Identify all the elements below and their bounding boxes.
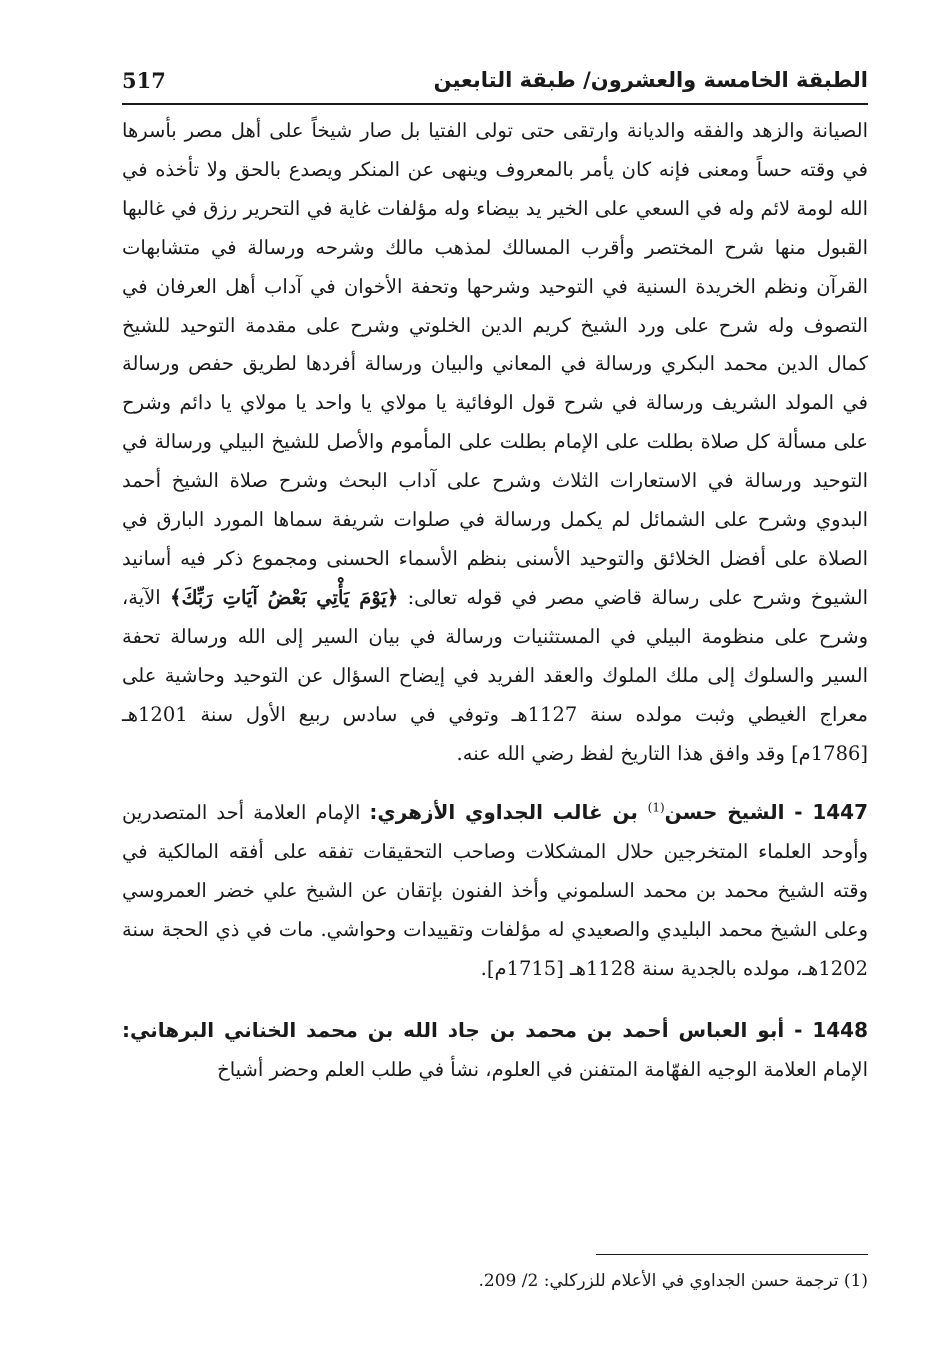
main-text [122,112,868,1090]
page-number: 517 [122,68,166,93]
header-rule [122,103,868,105]
footnote: (1) ترجمة حسن الجداوي في الأعلام للزركلي: 2/ 209. [478,1271,868,1291]
footnote-ref[interactable]: (1) [647,800,665,815]
intro-paragraph [122,112,868,773]
quran-quote: ﴿يَوْمَ يَأْتِي بَعْضُ آيَاتِ رَبِّكَ﴾ [170,585,399,609]
footnote-rule [596,1254,868,1255]
entry-1447-text: الإمام العلامة أحد المتصدرين وأوحد العلماء المتخرجين حلال المشكلات وصاحب التحقيقات تفقه على أفقه المالكية في وقته الشيخ محمد بن محمد السلموني وأخذ الفنون بإتقان عن الشيخ علي خضر العمروسي وعلى الشيخ محمد البليدي والصعيدي له مؤلفات وتقييدات وحواشي. مات في ذي الحجة سنة 1202هـ، مولده بالجدية سنة 1128هـ [1715م]. [122,801,868,981]
intro-paragraph-end: الآية، وشرح على منظومة البيلي في المستثنيات ورسالة في بيان السير إلى الله ورسالة تحفة السير والسلوك إلى ملك الملوك والعقد الفريد في إيضاح السؤال عن التوحيد وحاشية على معراج الغيطي وثبت مولده سنة 1127هـ وتوفي في سادس ربيع الأول سنة 1201هـ [1786م] وقد وافق هذا التاريخ لفظ رضي الله عنه. [122,585,868,765]
running-header [122,66,868,106]
running-title: الطبقة الخامسة والعشرون/ طبقة التابعين [433,68,868,92]
entry-1448-text: الإمام العلامة الوجيه الفهّامة المتفنن في العلوم، نشأ في طلب العلم وحضر أشياخ [217,1057,868,1081]
entry-1447-head-end: بن غالب الجداوي الأزهري: [369,800,648,825]
entry-1447 [122,793,868,989]
entry-1448 [122,1011,868,1090]
entry-1447-head: 1447 - الشيخ حسن [664,800,869,825]
entry-1448-head: 1448 - أبو العباس أحمد بن محمد بن جاد الله بن محمد الخناني البرهاني: [122,1017,868,1042]
intro-paragraph-text: الصيانة والزهد والفقه والديانة وارتقى حتى تولى الفتيا بل صار شيخاً على أهل مصر بأسرها في وقته حساً ومعنى فإنه كان يأمر بالمعروف وينهى عن المنكر ويصدع بالحق ولا تأخذه في الله لومة لائم وله في السعي على الخير يد بيضاء وله مؤلفات غاية في التحرير رزق في غالبها القبول منها شرح المختصر وأقرب المسالك لمذهب مالك وشرحه ورسالة في متشابهات القرآن ونظم الخريدة السنية في التوحيد وشرحها وتحفة الأخوان في آداب أهل العرفان في التصوف وله شرح على ورد الشيخ كريم الدين الخلوتي وشرح على مقدمة التوحيد للشيخ كمال الدين محمد البكري ورسالة في المعاني والبيان ورسالة أفردها لطريق حفص ورسالة في المولد الشريف ورسالة في شرح قول الوفائية يا مولاي يا واحد يا مولاي يا دائم وشرح على مسألة كل صلاة بطلت على الإمام بطلت على المأموم والأصل للشيخ البيلي ورسالة في التوحيد ورسالة في الاستعارات الثلاث وشرح على آداب البحث وشرح صلاة الشيخ أحمد البدوي وشرح على الشمائل لم يكمل ورسالة في صلوات شريفة سماها المورد البارق في الصلاة على أفضل الخلائق والتوحيد الأسنى بنظم الأسماء الحسنى ومجموع ذكر فيه أسانيد الشيوخ وشرح على رسالة قاضي مصر في قوله تعالى: [122,119,868,609]
